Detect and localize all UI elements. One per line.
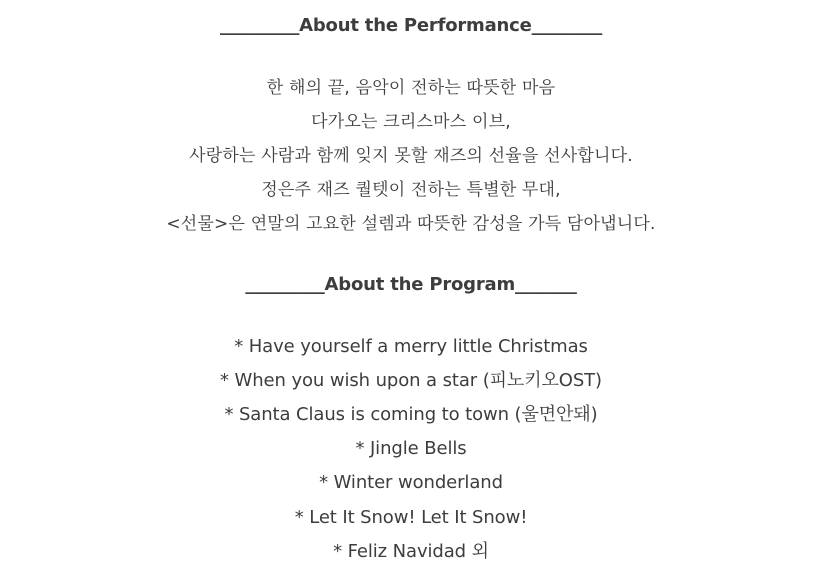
- program-item: * Let It Snow! Let It Snow!: [294, 507, 528, 528]
- performance-line: <선물>은 연말의 고요한 설렘과 따뜻한 감성을 가득 담아냅니다.: [166, 214, 656, 234]
- performance-line: 한 해의 끝, 음악이 전하는 따뜻한 마음: [266, 78, 556, 98]
- program-item: * Santa Claus is coming to town (울면안돼): [224, 404, 598, 425]
- program-item: * Jingle Bells: [355, 438, 467, 459]
- program-heading: _________About the Program_______: [245, 274, 577, 295]
- performance-heading: _________About the Performance________: [219, 15, 603, 36]
- program-item: * Winter wonderland: [319, 472, 503, 493]
- program-item: * Feliz Navidad 외: [333, 541, 489, 562]
- performance-line: 사랑하는 사람과 함께 잊지 못할 재즈의 선율을 선사합니다.: [189, 146, 633, 166]
- program-item: * When you wish upon a star (피노키오OST): [220, 370, 602, 391]
- performance-line: 정은주 재즈 퀄텟이 전하는 특별한 무대,: [261, 180, 561, 200]
- program-item: * Have yourself a merry little Christmas: [234, 336, 588, 357]
- performance-line: 다가오는 크리스마스 이브,: [311, 112, 511, 132]
